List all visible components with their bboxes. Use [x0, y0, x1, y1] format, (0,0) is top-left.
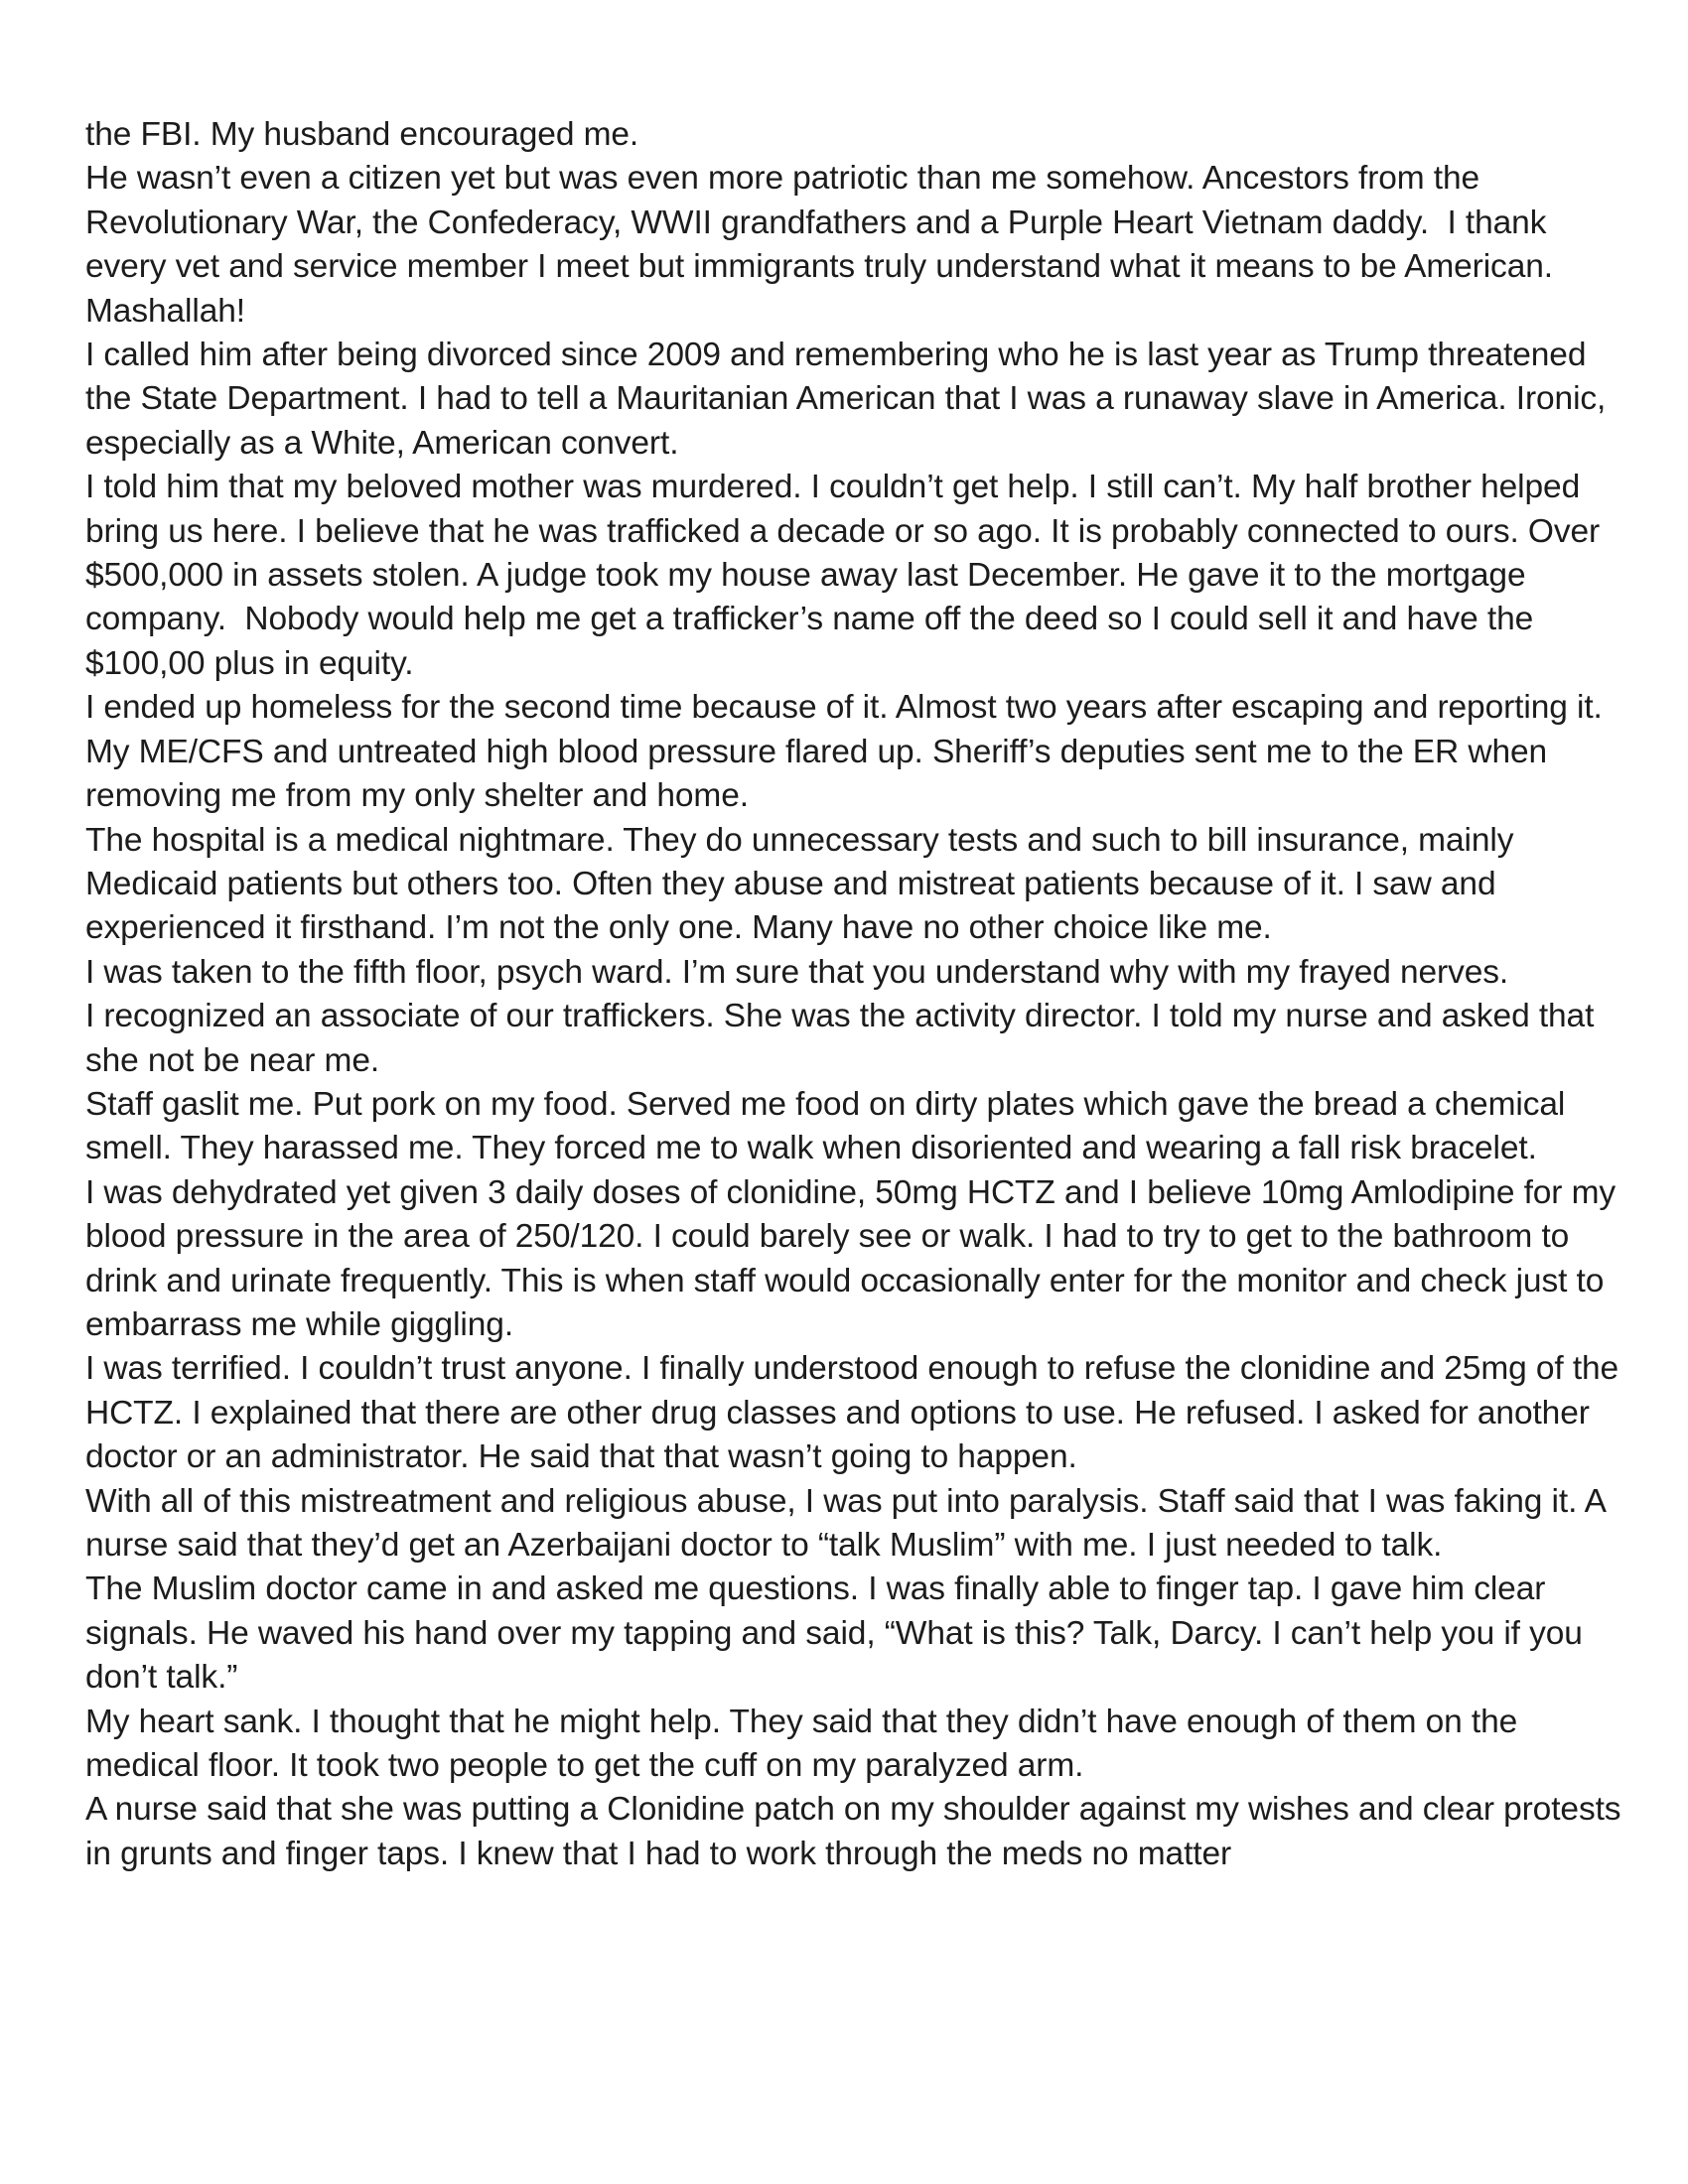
paragraph: I called him after being divorced since 2009 and remembering who he is last year as Trump threatened the State Department. I had to tell a Mauritanian American that I was a runaway slave in America. Ironic, especially as a White, American convert. — [85, 337, 1616, 462]
paragraph: My heart sank. I thought that he might help. They said that they didn’t have enough of them on the medical floor. It took two people to get the cuff on my paralyzed arm. — [85, 1703, 1527, 1785]
paragraph: He wasn’t even a citizen yet but was even more patriotic than me somehow. Ancestors from the Revolutionary War, the Confederacy, WWII grandfathers and a Purple Heart Vietnam daddy. I thank every vet and service member I meet but immigrants truly understand what it means to be American. Mashallah! — [85, 160, 1563, 330]
paragraph: The Muslim doctor came in and asked me questions. I was finally able to finger tap. I gave him clear signals. He waved his hand over my tapping and said, “What is this? Talk, Darcy. I can’t help you if you don’t talk.” — [85, 1570, 1593, 1697]
paragraph: the FBI. My husband encouraged me. — [85, 116, 639, 153]
paragraph: With all of this mistreatment and religious abuse, I was put into paralysis. Staff said that I was faking it. A nurse said that they’d get an Azerbaijani doctor to “talk Muslim” with me. I just needed to talk. — [85, 1482, 1615, 1564]
paragraph: The hospital is a medical nightmare. They do unnecessary tests and such to bill insurance, mainly Medicaid patients but others too. Often they abuse and mistreat patients because of it. I saw and experienced it firsthand. I’m not the only one. Many have no other choice like me. — [85, 821, 1523, 947]
document-body — [85, 113, 1634, 1876]
paragraph: I was dehydrated yet given 3 daily doses of clonidine, 50mg HCTZ and I believe 10mg Amlodipine for my blood pressure in the area of 250/120. I could barely see or walk. I had to try to get to the bathroom to drink and urinate frequently. This is when staff would occasionally enter for the monitor and check just to embarrass me while giggling. — [85, 1173, 1625, 1343]
paragraph: Staff gaslit me. Put pork on my food. Served me food on dirty plates which gave the bread a chemical smell. They harassed me. They forced me to walk when disoriented and wearing a fall risk bracelet. — [85, 1085, 1575, 1167]
paragraph: I told him that my beloved mother was murdered. I couldn’t get help. I still can’t. My half brother helped bring us here. I believe that he was trafficked a decade or so ago. It is probably connected to ours. Over $500,000 in assets stolen. A judge took my house away last December. He gave it to the mortgage company. Nobody would help me get a trafficker’s name off the deed so I could sell it and have the $100,00 plus in equity. — [85, 469, 1610, 682]
paragraph: I was terrified. I couldn’t trust anyone. I finally understood enough to refuse the clonidine and 25mg of the HCTZ. I explained that there are other drug classes and options to use. He refused. I asked for another doctor or an administrator. He said that that wasn’t going to happen. — [85, 1350, 1628, 1476]
paragraph: A nurse said that she was putting a Clonidine patch on my shoulder against my wishes and clear protests in grunts and finger taps. I knew that I had to work through the meds no matter — [85, 1791, 1630, 1872]
paragraph: I ended up homeless for the second time because of it. Almost two years after escaping and reporting it. My ME/CFS and untreated high blood pressure flared up. Sheriff’s deputies sent me to the ER when removing me from my only shelter and home. — [85, 689, 1612, 815]
paragraph: I recognized an associate of our traffickers. She was the activity director. I told my nurse and asked that she not be near me. — [85, 998, 1604, 1079]
paragraph: I was taken to the fifth floor, psych ward. I’m sure that you understand why with my frayed nerves. — [85, 953, 1509, 991]
